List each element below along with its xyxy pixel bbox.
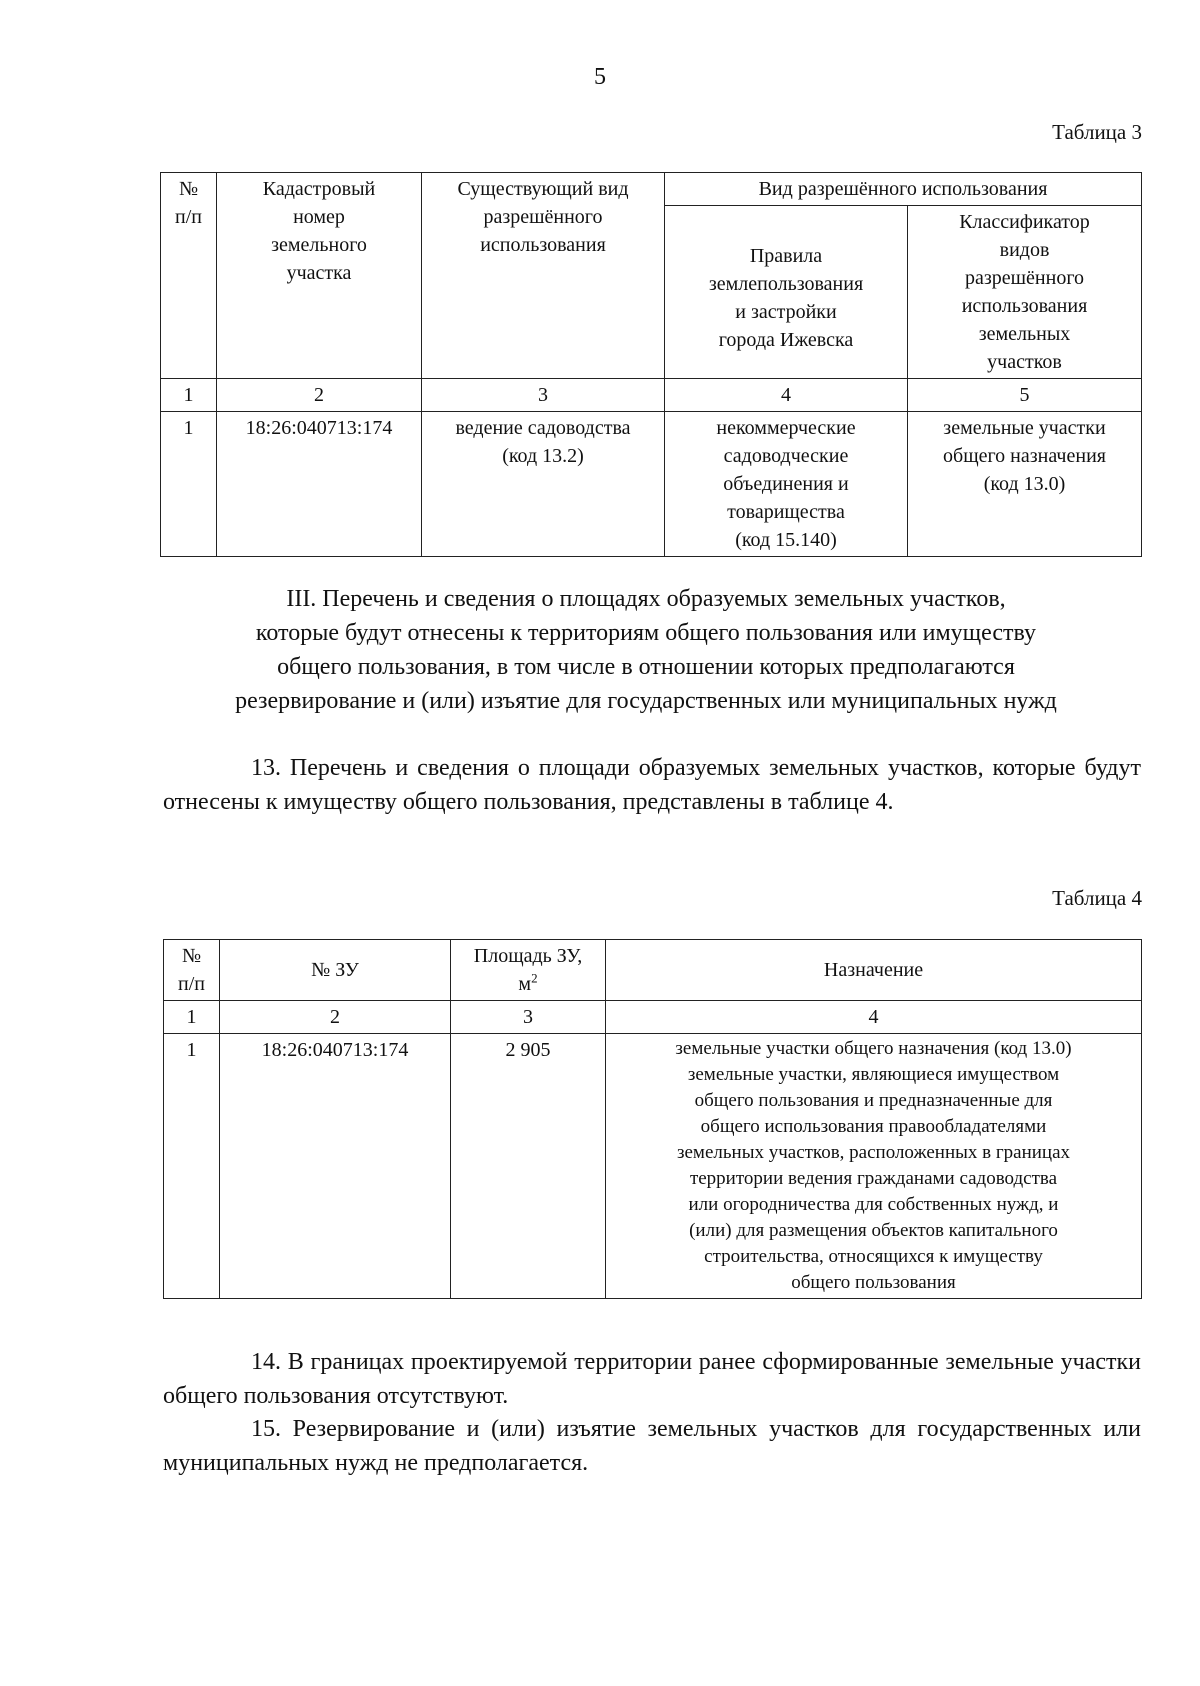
table4-header-zu: № ЗУ [220,940,451,1001]
table3-cell-rules: некоммерческие садоводческие объединения и товарищества (код 15.140) [665,412,908,557]
table3-header-existing-use: Существующий вид разрешённого использования [422,173,665,379]
table3-colnum: 4 [665,379,908,412]
paragraph-13: 13. Перечень и сведения о площади образуемых земельных участков, которые будут отнесены к имуществу общего пользования, представлены в таблице 4. [163,755,1141,815]
table3-cell-num: 1 [161,412,217,557]
table4-header-area-unit: м [518,973,532,995]
table4-colnum: 4 [606,1001,1142,1034]
table4-cell-area: 2 905 [451,1034,606,1299]
table4-header-area [451,940,606,1001]
table3-header-rules: Правила землепользования и застройки города Ижевска [665,206,908,379]
table4-colnum: 2 [220,1001,451,1034]
paragraph-14: 14. В границах проектируемой территории ранее сформированные земельные участки общего пользования отсутствуют. [163,1349,1141,1409]
table3-header-cadastral: Кадастровый номер земельного участка [217,173,422,379]
table3-column-numbers [161,379,1142,412]
table4-cell-zu: 18:26:040713:174 [220,1034,451,1299]
table4 [163,939,1142,1299]
table4-colnum: 1 [164,1001,220,1034]
paragraph-15: 15. Резервирование и (или) изъятие земельных участков для государственных или муниципальных нужд не предполагается. [163,1416,1141,1476]
table4-header-area-sup: 2 [531,970,538,986]
section-heading: III. Перечень и сведения о площадях образуемых земельных участков, которые будут отнесены к территориям общего пользования или имуществу общего пользования, в том числе в отношении которых предполагаются резервирование и (или) изъятие для государственных или муниципальных нужд [235,586,1057,714]
table4-header-num: № п/п [164,940,220,1001]
table-row [161,412,1142,557]
table4-header-purpose: Назначение [606,940,1142,1001]
table3-header-classifier: Классификатор видов разрешённого использования земельных участков [908,206,1142,379]
table4-cell-purpose: земельные участки общего назначения (код 13.0) земельные участки, являющиеся имуществом общего пользования и предназначенные для общего использования правообладателями земельных участков, расположенных в границах территории ведения гражданами садоводства или огородничества для собственных нужд, и (или) для размещения объектов капитального строительства, относящихся к имуществу общего пользования [606,1034,1142,1299]
table3-header-num: № п/п [161,173,217,379]
table-row [164,1034,1142,1299]
table3-header-permitted-use: Вид разрешённого использования [665,173,1142,206]
table3-caption: Таблица 3 [1052,120,1142,144]
table3-cell-classifier: земельные участки общего назначения (код 13.0) [908,412,1142,557]
table3-colnum: 2 [217,379,422,412]
table4-column-numbers [164,1001,1142,1034]
table3-header-row [161,173,1142,206]
table3-cell-cadastral: 18:26:040713:174 [217,412,422,557]
table4-caption: Таблица 4 [1052,886,1142,910]
table4-colnum: 3 [451,1001,606,1034]
table3-colnum: 5 [908,379,1142,412]
table3-colnum: 3 [422,379,665,412]
table4-cell-num: 1 [164,1034,220,1299]
table3 [160,172,1142,557]
table3-colnum: 1 [161,379,217,412]
table4-header-row [164,940,1142,1001]
page-number: 5 [594,64,606,90]
table3-cell-existing-use: ведение садоводства (код 13.2) [422,412,665,557]
table4-header-area-label: Площадь ЗУ, [473,945,583,967]
